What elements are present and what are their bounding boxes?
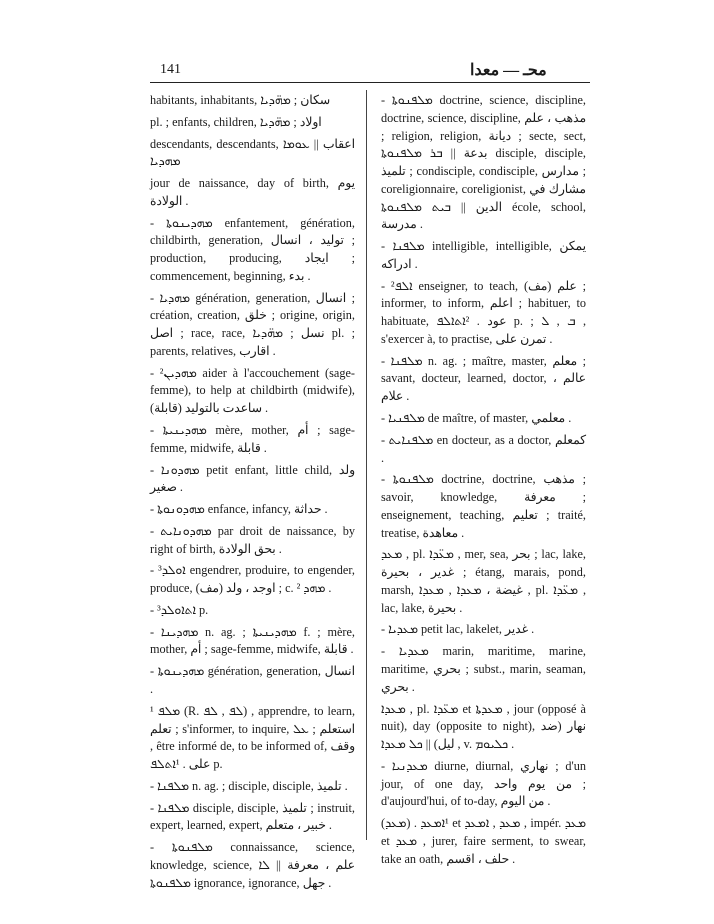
dictionary-entry: - ܡܠܦܢܐ n. ag. ; maître, master, معلم ; savant, docteur, learned, doctor, عالم ، علام .	[381, 353, 586, 404]
dictionary-entry: ¹ ܡܠܦ (R. ܠܦ , ܠܦ) , apprendre, to learn, تعلم ; s'informer, to inquire, استعلم ; ܥܠ , être informé de, to be informed of, وقف على . ¹ܐܬܠܦ p.	[150, 703, 356, 772]
dictionary-entry: - ܡܥܕܢܝܐ diurne, diurnal, نهاري ; d'un jour, of one day, من يوم واحد ; d'aujourd'hui, of to-day, من اليوم .	[381, 758, 587, 809]
right-column	[381, 92, 586, 872]
left-column	[150, 92, 355, 896]
dictionary-entry: - ܡܠܦܢܘܬܐ doctrine, doctrine, مذهب ; savoir, knowledge, معرفة ; enseignement, teaching, تعليم ; traité, treatise, معاهدة .	[381, 472, 586, 540]
dictionary-entry: - ܡܥܕܝܐ petit lac, lakelet, غدير .	[381, 622, 535, 637]
dictionary-entry: - ܡܗܕܘܢܐܝܬ par droit de naissance, by right of birth, بحق الولادة .	[150, 523, 355, 556]
dictionary-entry: - ܡܗܕܝܢܘܬܐ génération, generation, انسال .	[150, 664, 355, 696]
dictionary-entry: ܡܥܕ , pl. ܡܥ̈ܕܐ , mer, sea, بحر ; lac, lake, غدير ، بحيرة ; étang, marais, pond, marsh, غيضة ، ܡܥܕܐ , ܡܥܕܐ , pl. ܡܥ̈ܕܐ , lac, lake, بحيرة .	[381, 547, 587, 615]
dictionary-entry: - ܡܠܦܢܝܐ de maître, of master, معلمي .	[381, 411, 572, 426]
dictionary-entry: jour de naissance, day of birth, يوم الولادة .	[150, 176, 355, 208]
dictionary-entry: - ܡܗܕܘܢܘܬܐ enfance, infancy, حداثة .	[150, 502, 328, 517]
header-rule	[150, 82, 590, 83]
dictionary-entry: - ²ܡܗܕܝܢ aider à l'accouchement (sage-femme), to help at childbirth (midwife), ساعدت بالتوليد (قابلة) .	[150, 365, 355, 416]
dictionary-entry: - ܡܗܕܝܢܝܬܐ mère, mother, أم ; sage-femme, midwife, قابلة .	[150, 423, 355, 455]
dictionary-entry: - ܡܗܕܘܢܐ petit enfant, little child, ولد صغير .	[150, 462, 355, 495]
dictionary-entry: (ܡܥܕ) . ¹ܐܡܥܕ et ܡܥܕ , ܐܡܥܕ , impér. ܡܥܕ et ܡܥܕ , jurer, faire serment, to swear, take an oath, حلف ، اقسم .	[381, 816, 586, 866]
dictionary-entry: - ܡܗܕܝܢܘܬܐ enfantement, génération, childbirth, generation, توليد ، انسال ; production, producing, ايجاد ; commencement, beginning, بدء .	[150, 215, 355, 283]
dictionary-entry: - ܡܠܦܢܘܬܐ doctrine, science, discipline, doctrine, science, discipline, مذهب ، علم ; religion, religion, ديانة ; secte, sect, بدعة || ܒܪ ܡܠܦܢܘܬܐ disciple, disciple, تلميذ ; condisciple, condisciple, مدارس ; coreligionnaire, coreligionist, مشارك في الدين || ܒܝܬ ܡܠܦܢܘܬܐ école, school, مدرسة .	[381, 93, 587, 232]
dictionary-entry: - ܡܠܦܢܘܬܐ connaissance, science, knowledge, science, علم ، معرفة || ܠܐ ܡܠܦܢܘܬܐ ignorance, ignorance, جهل .	[150, 840, 355, 890]
dictionary-entry: descendants, descendants, اعقاب || ܥܘܡܐ ܡܗܕܝܐ	[150, 136, 356, 169]
dictionary-entry: ܡܥܕܐ , pl. ܡܥ̈ܕܐ et ܡܥܕܬܐ , jour (opposé à nuit), day (opposite to night), نهار (ضد ليل) || ܟܠ ܡܥܕܐ , v. ܟܠܝܘܡ .	[381, 701, 586, 752]
dictionary-entry: - ³ܐܬܐܘܠܕ p.	[150, 602, 209, 617]
dictionary-entry: habitants, inhabitants, سكان ; ܡܗ̈ܕܝܐ	[150, 93, 330, 107]
dictionary-entry: - ²ܐܠܦ enseigner, to teach, علم (مف) ; informer, to inform, اعلم ; habituer, to habituate, عود . ²ܐܬܐܠܦ p. ; ܒ , ܠ , s'exercer à, to practise, تمرن على .	[381, 278, 587, 346]
dictionary-entry: - ܡܥܕܝܐ marin, maritime, marine, maritime, بحري ; subst., marin, seaman, بحري .	[381, 644, 586, 694]
running-head: محـ — معدا	[470, 62, 547, 79]
dictionary-entry: - ܡܠܦܢܐܝܬ en docteur, as a doctor, كمعلم .	[381, 432, 586, 465]
dictionary-entry: - ܡܠܦܢܐ n. ag. ; disciple, disciple, تلميذ .	[150, 778, 348, 793]
dictionary-entry: pl. ; enfants, children, اولاد ; ܡܗ̈ܕܝܐ	[150, 114, 322, 129]
dictionary-entry: - ܡܗܕܝܢܐ n. ag. ; ܡܗܕܝܢܝܬܐ f. ; mère, mother, أم ; sage-femme, midwife, قابلة .	[150, 624, 355, 657]
dictionary-entry: - ³ܐܘܠܕ engendrer, produire, to engender, produce, اوجد ، ولد (مف) ; c. ² ܡܗܕ .	[150, 563, 355, 596]
page-number: 141	[160, 62, 181, 77]
column-divider	[366, 90, 367, 840]
dictionary-entry: - ܡܠܦܢܐ disciple, disciple, تلميذ ; instruit, expert, learned, expert, خبير ، متعلم .	[150, 800, 355, 833]
dictionary-entry: - ܡܗܕܝܐ génération, generation, انسال ; création, creation, خلق ; origine, origin, اصل ; race, race, نسل ; ܡܗ̈ܕܝܐ pl. ; parents, relatives, اقارب .	[150, 290, 356, 358]
dictionary-entry: - ܡܠܦܢܐ intelligible, intelligible, يمكن ادراكه .	[381, 239, 586, 271]
